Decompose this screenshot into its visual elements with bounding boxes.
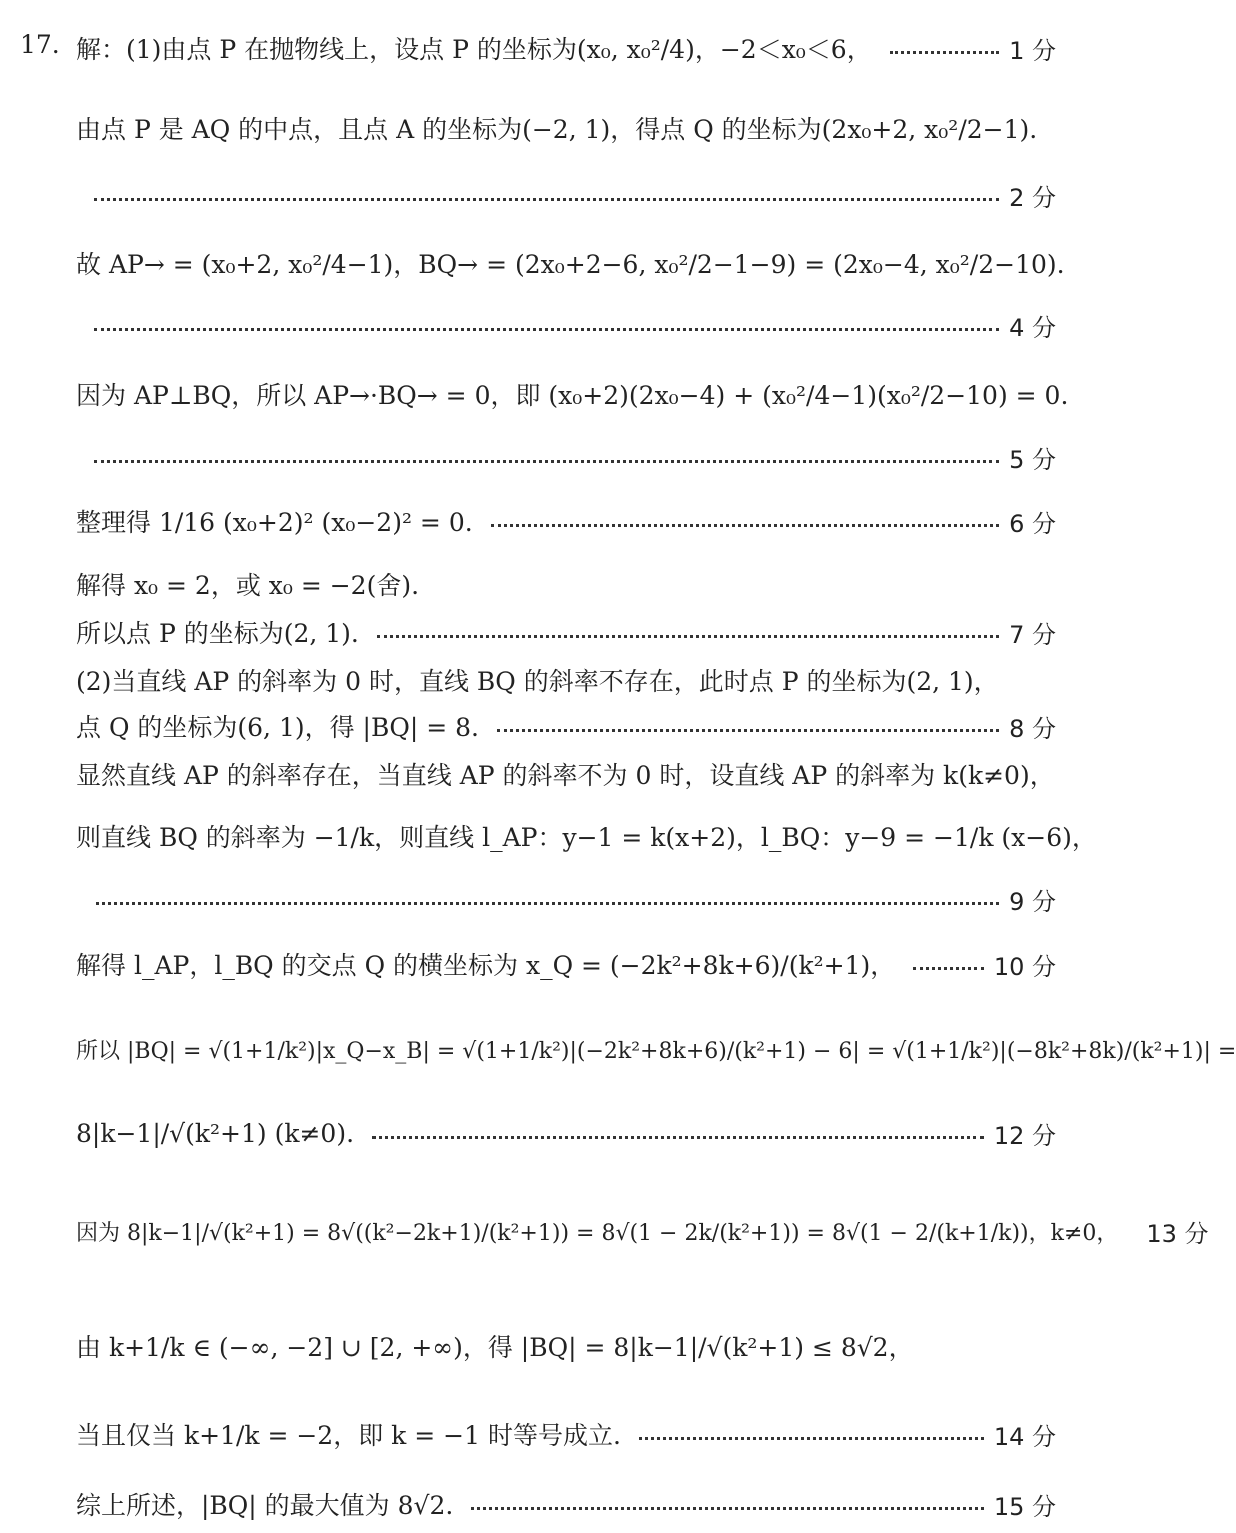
solution-line [76, 662, 1056, 698]
dot-leader [377, 635, 999, 638]
solution-text: 当且仅当 k+1/k = −2，即 k = −1 时等号成立. [76, 1421, 621, 1450]
score-label: 15 分 [993, 1492, 1056, 1521]
solution-line [76, 1328, 1056, 1364]
solution-text: (2)当直线 AP 的斜率为 0 时，直线 BQ 的斜率不存在，此时点 P 的坐标为(2, 1)， [76, 667, 999, 696]
dot-leader [96, 902, 999, 905]
solution-line [76, 708, 1056, 744]
solution-line [96, 882, 1056, 917]
score-label: 12 分 [993, 1122, 1056, 1150]
dot-leader [913, 967, 984, 970]
dot-leader [890, 51, 999, 54]
solution-text: 因为 AP⊥BQ，所以 AP→·BQ→ = 0，即 (x₀+2)(2x₀−4) + (x₀²/4−1)(x₀²/2−10) = 0. [76, 381, 1069, 410]
solution-line [76, 376, 1069, 412]
solution-text: 解：(1)由点 P 在抛物线上，设点 P 的坐标为(x₀, x₀²/4)，−2＜x₀＜6， [76, 35, 872, 64]
solution-text: 故 AP→ = (x₀+2, x₀²/4−1)，BQ→ = (2x₀+2−6, x₀²/2−1−9) = (2x₀−4, x₀²/2−10). [76, 250, 1065, 279]
score-label: 5 分 [1009, 446, 1056, 474]
solution-text: 点 Q 的坐标为(6, 1)，得 |BQ| = 8. [76, 713, 479, 742]
solution-line [76, 946, 1056, 982]
score-label: 8 分 [1009, 714, 1056, 743]
solution-line [76, 1116, 1056, 1151]
dot-leader [497, 729, 999, 732]
solution-line [76, 818, 1097, 854]
score-label: 7 分 [1009, 620, 1056, 649]
solution-text: 解得 l_AP，l_BQ 的交点 Q 的横坐标为 x_Q = (−2k²+8k+6)/(k²+1)， [76, 951, 896, 980]
dot-leader [94, 328, 999, 331]
score-label: 13 分 [1146, 1220, 1209, 1248]
solution-text: 因为 8|k−1|/√(k²+1) = 8√((k²−2k+1)/(k²+1)) = 8√(1 − 2k/(k²+1)) = 8√(1 − 2/(k+1/k))，k≠0， [76, 1221, 1119, 1246]
solution-line [76, 503, 1056, 539]
solution-text: 由点 P 是 AQ 的中点，且点 A 的坐标为(−2, 1)，得点 Q 的坐标为(2x₀+2, x₀²/2−1). [76, 115, 1038, 144]
dot-leader [639, 1437, 984, 1440]
solution-text: 解得 x₀ = 2，或 x₀ = −2(舍). [76, 571, 420, 600]
solution-text: 则直线 BQ 的斜率为 −1/k，则直线 l_AP：y−1 = k(x+2)，l_BQ：y−9 = −1/k (x−6)， [76, 823, 1097, 852]
solution-line [94, 440, 1056, 475]
solution-text: 所以 |BQ| = √(1+1/k²)|x_Q−x_B| = √(1+1/k²)|(−2k²+8k+6)/(k²+1) − 6| = √(1+1/k²)|(−8k²+8k)/(k²+1)| = [76, 1039, 1236, 1064]
score-label: 14 分 [993, 1422, 1056, 1451]
score-label: 9 分 [1009, 888, 1056, 916]
solution-text: 显然直线 AP 的斜率存在，当直线 AP 的斜率不为 0 时，设直线 AP 的斜率为 k(k≠0)， [76, 761, 1055, 790]
solution-line [76, 566, 1056, 602]
solution-line [76, 1214, 1209, 1249]
solution-line [76, 1034, 1236, 1065]
solution-line [76, 110, 1056, 146]
score-label: 1 分 [1009, 36, 1056, 65]
dot-leader [471, 1507, 984, 1510]
solution-line [94, 178, 1056, 213]
dot-leader [94, 460, 999, 463]
dot-leader [372, 1136, 984, 1139]
score-label: 2 分 [1009, 184, 1056, 212]
score-label: 10 分 [993, 952, 1056, 981]
solution-line [76, 1416, 1056, 1452]
solution-text: 8|k−1|/√(k²+1) (k≠0). [76, 1119, 355, 1148]
solution-text: 综上所述，|BQ| 的最大值为 8√2. [76, 1491, 454, 1520]
problem-number: 17. [20, 30, 60, 59]
dot-leader [94, 198, 999, 201]
solution-text: 所以点 P 的坐标为(2, 1). [76, 619, 359, 648]
solution-text: 整理得 1/16 (x₀+2)² (x₀−2)² = 0. [76, 508, 473, 537]
solution-line [76, 30, 1056, 66]
solution-line [76, 245, 1065, 281]
solution-line [76, 614, 1056, 650]
score-label: 4 分 [1009, 314, 1056, 342]
score-label: 6 分 [1009, 509, 1056, 538]
solution-line [76, 1486, 1056, 1522]
solution-line [76, 756, 1056, 792]
solution-line [94, 308, 1056, 343]
solution-text: 由 k+1/k ∈ (−∞, −2] ∪ [2, +∞)，得 |BQ| = 8|k−1|/√(k²+1) ≤ 8√2， [76, 1333, 914, 1362]
dot-leader [491, 524, 999, 527]
